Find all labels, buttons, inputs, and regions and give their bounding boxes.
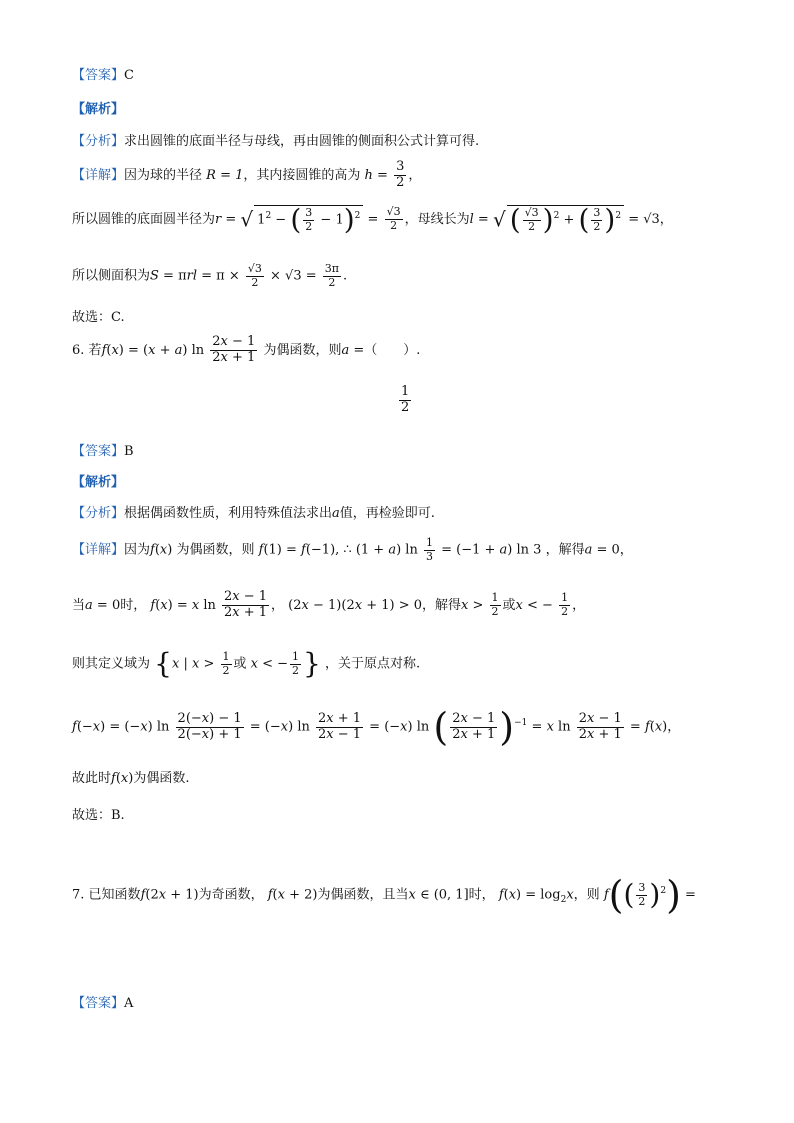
radical-icon: √ [492, 207, 506, 232]
answer-line-2: 【答案】B [72, 444, 134, 459]
fraction: $\frac{3}{2}$ [396, 159, 405, 190]
detail-line-2: 所以圆锥的底面圆半径为r = √ $1^2$ − ( $\frac{3}{2}$ − 1)$^2$ = $\frac{√3}{2}$ ，母线长为l = √ ( $\frac{√3}{2}$ )$^2$ + ( $\frac{3}{2}$ )$^2$ = √3， [72, 203, 673, 236]
answer-line-3: 【答案】A [72, 996, 134, 1011]
question-6: 6. 若f(x) = (x + a) ln $\frac{2x - 1}{2x + 1}$ 为偶函数，则a =（ ）. [72, 334, 421, 365]
detail-line-7: f(−x) = (−x) ln $\frac{2(-x) - 1}{2(-x) + 1}$ = (−x) ln $\frac{2x + 1}{2x - 1}$ = (−x) ln ( $\frac{2x - 1}{2x + 1}$ )$^{-1}$ = x ln $\frac{2x - 1}{2x + 1}$ = f(x)， [72, 705, 681, 749]
analysis-line-2: 【分析】根据偶函数性质，利用特殊值法求出a值，再检验即可. [72, 506, 435, 521]
answer-value: C [124, 68, 134, 83]
option-c: $\frac{1}{2}$ [401, 384, 410, 415]
detail-line-3: 所以侧面积为S = πrl = π × $\frac{√3}{2}$ × √3 = $\frac{3\pi}{2}$ . [72, 262, 348, 289]
choose-line-2: 故选：B. [72, 808, 125, 823]
radical-icon: √ [240, 207, 254, 232]
detail-line-4: 【详解】因为f(x) 为偶函数，则 f(1) = f(−1), ∴ (1 + a) ln $\frac{1}{3}$ = (−1 + a) ln 3 ，解得a = 0， [72, 536, 633, 563]
answer-line-1 [72, 68, 134, 84]
detail-line-1: 【详解】因为球的半径 R = 1，其内接圆锥的高为 h = $\frac{3}{2}$ ， [72, 159, 422, 190]
analysis-heading-2: 【解析】 [72, 475, 125, 490]
choose-line-1: 故选：C. [72, 310, 125, 325]
answer-tag: 【答案】 [72, 68, 125, 83]
detail-line-5: 当a = 0时， f(x) = x ln $\frac{2x - 1}{2x + 1}$ ， (2x − 1)(2x + 1) > 0，解得x > $\frac{1}{2}$ 或x < − $\frac{1}{2}$ ， [72, 589, 586, 620]
analysis-line-1: 【分析】求出圆锥的底面半径与母线，再由圆锥的侧面积公式计算可得. [72, 134, 480, 149]
detail-line-8: 故此时f(x)为偶函数. [72, 771, 190, 786]
analysis-heading-1: 【解析】 [72, 102, 125, 117]
question-7: 7. 已知函数f(2x + 1)为奇函数， f(x + 2)为偶函数，且当x ∈ (0, 1]时， $f(x) = \log_2x$，则 f(( $\frac{3}{2}$ )$^2$) = [72, 873, 696, 917]
detail-line-6: 则其定义域为 {x | x > $\frac{1}{2}$ 或 x < − $\frac{1}{2}$ } ，关于原点对称. [72, 647, 421, 680]
